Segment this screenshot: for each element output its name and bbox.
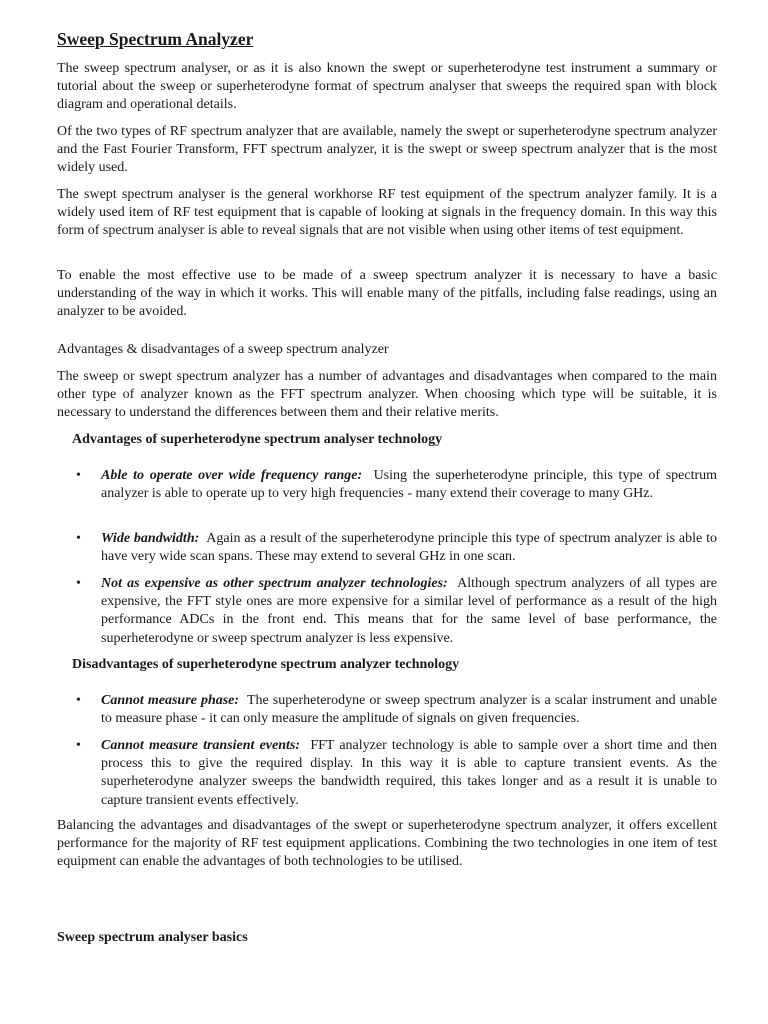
intro-paragraph-4: To enable the most effective use to be made of a sweep spectrum analyzer it is necessary to have a basic understanding of the way in which it works. This will enable many of the pitfalls, including false readings, using an analyzer to be avoided. — [57, 268, 717, 320]
advantage-text — [101, 575, 717, 648]
bullet-icon: • — [76, 531, 81, 546]
disadvantage-text — [101, 692, 717, 728]
advantage-item — [76, 575, 717, 648]
disadvantage-description: FFT analyzer technology is able to sample over a short time and then process this to give the required display. In this way it is able to capture transient events. As the superheterodyne analyzer sweeps the bandwidth required, this takes longer and as a result it is unable to capture transient events effectively. — [101, 738, 717, 808]
advantage-item — [76, 467, 717, 503]
advantage-label: Not as expensive as other spectrum analyzer technologies: — [101, 576, 448, 591]
disadvantages-heading: Disadvantages of superheterodyne spectrum analyzer technology — [72, 657, 460, 672]
disadvantage-description: The superheterodyne or sweep spectrum analyzer is a scalar instrument and unable to measure phase - it can only measure the amplitude of signals on given frequencies. — [101, 693, 717, 727]
advantage-description: Using the superheterodyne principle, this type of spectrum analyzer is able to operate up to very high frequencies - many extend their coverage to many GHz. — [101, 468, 718, 502]
advantage-description: Although spectrum analyzers of all types are expensive, the FFT style ones are more expensive for a similar level of performance as a result of the high performance ADCs in the front end. This means that for the same level of base performance, the superheterodyne or sweep spectrum analyzer is less expensive. — [101, 576, 717, 646]
advantage-description: Again as a result of the superheterodyne principle this type of spectrum analyzer is able to have very wide scan spans. These may extend to several GHz in one scan. — [101, 531, 718, 565]
disadvantage-label: Cannot measure phase: — [101, 693, 240, 708]
conclusion-paragraph: Balancing the advantages and disadvantages of the swept or superheterodyne spectrum analyzer, it offers excellent performance for the majority of RF test equipment applications. Combining the two technologies in one item of test equipment can enable the advantages of both technologies to be utilised. — [57, 818, 717, 870]
intro-paragraph-1: The sweep spectrum analyser, or as it is also known the swept or superheterodyne test instrument a summary or tutorial about the sweep or superheterodyne format of spectrum analyser that sweeps the required span with block diagram and operational details. — [57, 61, 717, 113]
advantage-item — [76, 530, 717, 566]
disadvantage-item — [76, 692, 717, 728]
bullet-icon: • — [76, 693, 81, 708]
advantages-heading: Advantages of superheterodyne spectrum analyser technology — [72, 432, 443, 447]
advantage-label: Wide bandwidth: — [101, 531, 200, 546]
intro-paragraph-3: The swept spectrum analyser is the general workhorse RF test equipment of the spectrum analyzer family. It is a widely used item of RF test equipment that is capable of looking at signals in the frequency domain. In this way this form of spectrum analyser is able to reveal signals that are not visible when using other items of test equipment. — [57, 187, 717, 239]
disadvantage-text — [101, 737, 717, 810]
intro-paragraph-2: Of the two types of RF spectrum analyzer that are available, namely the swept or superheterodyne spectrum analyzer and the Fast Fourier Transform, FFT spectrum analyzer, it is the swept or sweep spectrum analyzer that is the most widely used. — [57, 124, 717, 176]
advantage-label: Able to operate over wide frequency range: — [101, 468, 363, 483]
disadvantage-label: Cannot measure transient events: — [101, 738, 301, 753]
bullet-icon: • — [76, 738, 81, 753]
advantage-text — [101, 530, 717, 566]
bullet-icon: • — [76, 468, 81, 483]
section-heading: Advantages & disadvantages of a sweep spectrum analyzer — [57, 342, 389, 357]
section-intro: The sweep or swept spectrum analyzer has a number of advantages and disadvantages when compared to the main other type of analyzer known as the FFT spectrum analyzer. When choosing which type will be suitable, it is necessary to understand the differences between them and their relative merits. — [57, 369, 717, 421]
basics-heading: Sweep spectrum analyser basics — [57, 930, 248, 945]
disadvantage-item — [76, 737, 717, 810]
advantage-text — [101, 467, 717, 503]
bullet-icon: • — [76, 576, 81, 591]
page-title: Sweep Spectrum Analyzer — [57, 29, 254, 49]
